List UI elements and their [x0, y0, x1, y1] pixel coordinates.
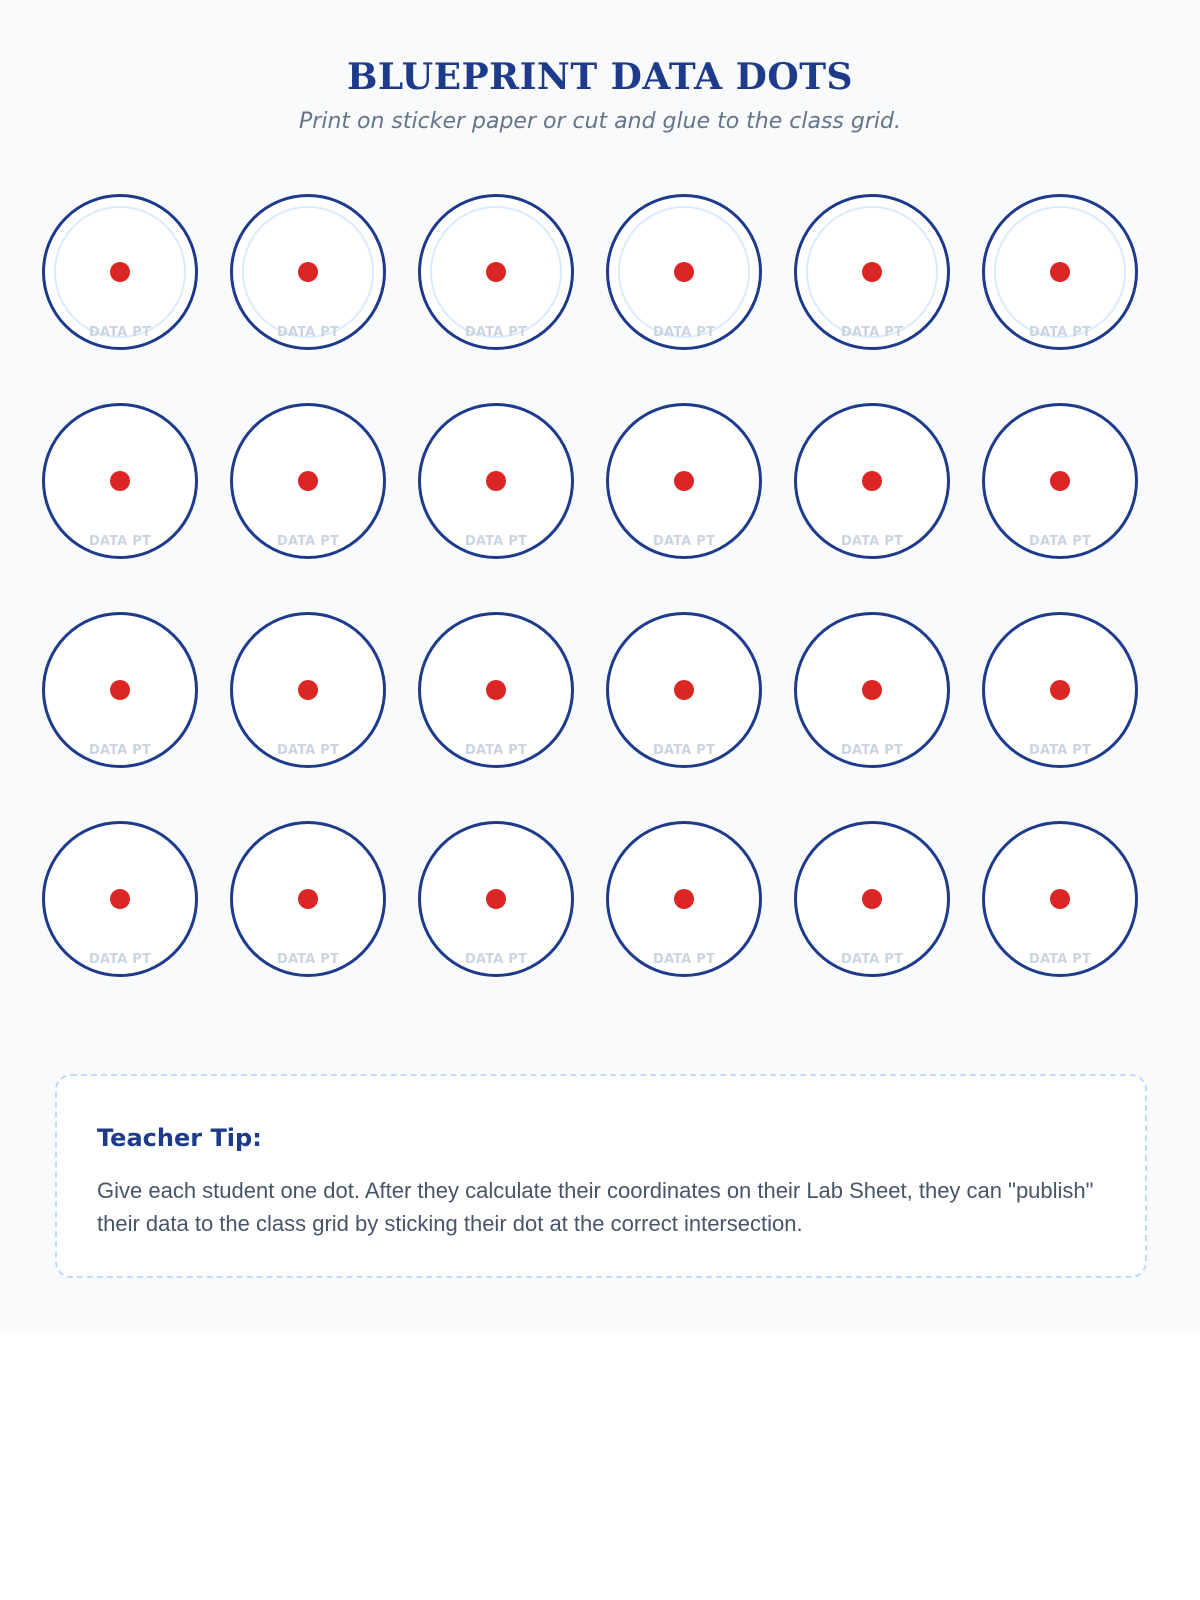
teacher-tip-box	[55, 1074, 1147, 1278]
red-center-dot	[486, 680, 506, 700]
red-center-dot	[674, 680, 694, 700]
sticker-label: DATA PT	[652, 952, 716, 967]
data-dot-sticker	[606, 612, 762, 768]
red-center-dot	[486, 889, 506, 909]
sticker-label: DATA PT	[840, 534, 904, 549]
data-dot-sticker	[230, 612, 386, 768]
red-center-dot	[674, 471, 694, 491]
data-dot-sticker	[230, 821, 386, 977]
sticker-label: DATA PT	[652, 534, 716, 549]
data-dot-sticker	[982, 821, 1138, 977]
data-dot-sticker	[418, 821, 574, 977]
red-center-dot	[110, 889, 130, 909]
sticker-label: DATA PT	[276, 952, 340, 967]
sticker-label: DATA PT	[88, 325, 152, 340]
red-center-dot	[298, 889, 318, 909]
red-center-dot	[1050, 680, 1070, 700]
sticker-label: DATA PT	[276, 534, 340, 549]
sticker-label: DATA PT	[464, 952, 528, 967]
red-center-dot	[298, 262, 318, 282]
data-dot-sticker	[42, 821, 198, 977]
sticker-label: DATA PT	[464, 743, 528, 758]
sticker-label: DATA PT	[1028, 952, 1092, 967]
sticker-label: DATA PT	[1028, 534, 1092, 549]
red-center-dot	[862, 680, 882, 700]
sticker-grid	[42, 194, 1162, 994]
page-subtitle: Print on sticker paper or cut and glue to the class grid.	[299, 109, 901, 134]
data-dot-sticker	[794, 612, 950, 768]
sticker-label: DATA PT	[464, 534, 528, 549]
sticker-label: DATA PT	[88, 534, 152, 549]
data-dot-sticker	[418, 403, 574, 559]
red-center-dot	[486, 262, 506, 282]
red-center-dot	[110, 680, 130, 700]
red-center-dot	[298, 471, 318, 491]
red-center-dot	[1050, 262, 1070, 282]
red-center-dot	[862, 471, 882, 491]
data-dot-sticker	[982, 194, 1138, 350]
sticker-label: DATA PT	[88, 952, 152, 967]
red-center-dot	[486, 471, 506, 491]
data-dot-sticker	[606, 194, 762, 350]
sticker-label: DATA PT	[652, 325, 716, 340]
red-center-dot	[674, 889, 694, 909]
data-dot-sticker	[42, 612, 198, 768]
sticker-label: DATA PT	[840, 952, 904, 967]
red-center-dot	[862, 262, 882, 282]
red-center-dot	[110, 471, 130, 491]
sticker-label: DATA PT	[840, 325, 904, 340]
page-title: BLUEPRINT DATA DOTS	[347, 56, 853, 98]
data-dot-sticker	[982, 403, 1138, 559]
red-center-dot	[674, 262, 694, 282]
data-dot-sticker	[606, 821, 762, 977]
red-center-dot	[298, 680, 318, 700]
data-dot-sticker	[42, 403, 198, 559]
sticker-label: DATA PT	[652, 743, 716, 758]
teacher-tip-body: Give each student one dot. After they calculate their coordinates on their Lab Sheet, they can "publish" their data to the class grid by sticking their dot at the correct intersection.	[97, 1178, 1094, 1236]
data-dot-sticker	[794, 403, 950, 559]
sticker-label: DATA PT	[840, 743, 904, 758]
red-center-dot	[1050, 889, 1070, 909]
red-center-dot	[1050, 471, 1070, 491]
data-dot-sticker	[794, 194, 950, 350]
data-dot-sticker	[230, 194, 386, 350]
teacher-tip-heading: Teacher Tip:	[97, 1124, 262, 1152]
data-dot-sticker	[230, 403, 386, 559]
data-dot-sticker	[42, 194, 198, 350]
sticker-label: DATA PT	[88, 743, 152, 758]
data-dot-sticker	[794, 821, 950, 977]
data-dot-sticker	[418, 194, 574, 350]
sticker-label: DATA PT	[276, 325, 340, 340]
red-center-dot	[110, 262, 130, 282]
data-dot-sticker	[982, 612, 1138, 768]
red-center-dot	[862, 889, 882, 909]
sticker-label: DATA PT	[1028, 743, 1092, 758]
sticker-label: DATA PT	[464, 325, 528, 340]
sticker-label: DATA PT	[1028, 325, 1092, 340]
sticker-label: DATA PT	[276, 743, 340, 758]
data-dot-sticker	[606, 403, 762, 559]
data-dot-sticker	[418, 612, 574, 768]
